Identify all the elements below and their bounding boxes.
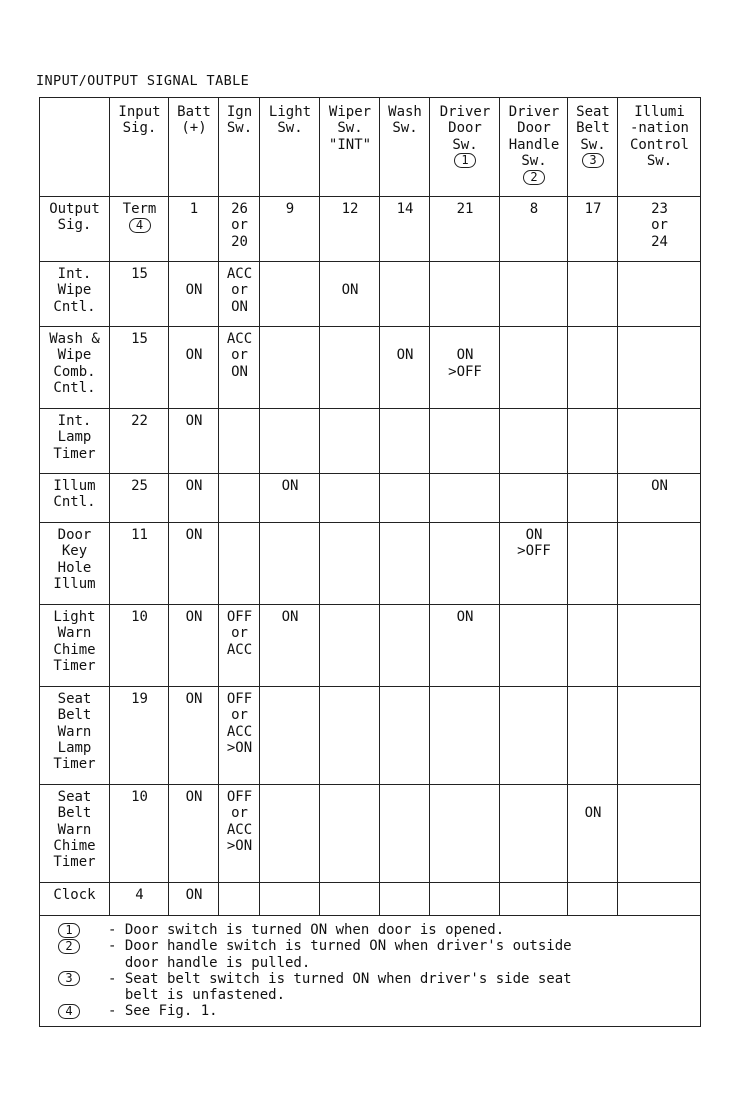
signal-cell	[430, 687, 500, 785]
column-header	[169, 98, 219, 197]
corner-cell	[40, 98, 110, 197]
signal-cell	[320, 409, 380, 474]
signal-cell	[169, 327, 219, 409]
column-header-label: Light Sw.	[268, 104, 312, 137]
signal-cell	[219, 409, 260, 474]
signal-cell	[430, 327, 500, 409]
signal-cell	[618, 262, 701, 327]
column-header-label: Illumi -nation Control Sw.	[629, 104, 689, 169]
signal-cell	[430, 474, 500, 523]
signal-cell	[618, 605, 701, 687]
terminal-number-text: 23 or 24	[651, 201, 668, 250]
signal-cell	[320, 605, 380, 687]
signal-cell	[430, 409, 500, 474]
footnote-marker-wrap	[58, 922, 108, 938]
terminal-number-text: 8	[529, 201, 539, 217]
signal-state: ON	[185, 609, 203, 625]
column-header-label: Wash Sw.	[388, 104, 422, 137]
signal-state: ON	[185, 887, 203, 903]
signal-cell	[380, 785, 430, 883]
signal-cell	[430, 883, 500, 916]
signal-cell	[380, 605, 430, 687]
input-terminal-text: 15	[131, 266, 148, 282]
row-label-text: Seat Belt Warn Chime Timer	[53, 789, 96, 871]
terminal-number	[219, 197, 260, 262]
input-terminal	[110, 883, 169, 916]
input-terminal-text: 10	[131, 789, 148, 805]
signal-state: ON	[185, 413, 203, 429]
input-terminal	[110, 474, 169, 523]
row-label-text: Int. Wipe Cntl.	[53, 266, 96, 315]
note-marker: 4	[129, 218, 151, 233]
terminal-number-text: 26 or 20	[231, 201, 248, 250]
input-terminal	[110, 687, 169, 785]
signal-cell	[169, 785, 219, 883]
signal-table	[39, 97, 701, 1027]
signal-cell	[219, 474, 260, 523]
signal-cell	[169, 409, 219, 474]
column-header	[568, 98, 618, 197]
signal-state: ON	[281, 609, 299, 625]
signal-cell	[260, 327, 320, 409]
signal-cell	[219, 327, 260, 409]
signal-cell	[430, 605, 500, 687]
signal-cell	[169, 523, 219, 605]
column-header	[618, 98, 701, 197]
note-marker: 3	[582, 153, 604, 168]
signal-state: ON	[185, 789, 203, 805]
input-terminal-text: 10	[131, 609, 148, 625]
signal-cell	[430, 523, 500, 605]
footnote-text: - See Fig. 1.	[108, 1003, 218, 1020]
signal-cell	[219, 785, 260, 883]
input-terminal-text: 19	[131, 691, 148, 707]
footnote	[58, 971, 694, 1004]
signal-cell	[500, 605, 568, 687]
footnote	[58, 938, 694, 971]
note-marker: 3	[58, 971, 80, 986]
note-marker: 2	[58, 939, 80, 954]
signal-state: ON	[185, 478, 203, 494]
signal-cell	[618, 327, 701, 409]
column-header	[320, 98, 380, 197]
footnote-text: - Door switch is turned ON when door is opened.	[108, 922, 505, 938]
column-header	[110, 98, 169, 197]
column-header-label: Ign Sw.	[226, 104, 253, 137]
row-label	[40, 605, 110, 687]
terminal-number-text: 21	[456, 201, 474, 217]
signal-cell	[568, 262, 618, 327]
signal-state: ON >OFF	[517, 527, 551, 560]
signal-cell	[568, 785, 618, 883]
column-header-label: Seat Belt Sw.	[576, 104, 610, 153]
input-terminal	[110, 262, 169, 327]
table-row	[40, 883, 701, 916]
signal-cell	[260, 605, 320, 687]
column-header-label: Batt (+)	[177, 104, 211, 137]
footnote-text: - Door handle switch is turned ON when driver's outside door handle is pulled.	[108, 938, 572, 971]
input-terminal	[110, 605, 169, 687]
terminal-number-text: 14	[396, 201, 414, 217]
row-label-text: Clock	[53, 887, 96, 903]
column-header-label: Wiper Sw. "INT"	[328, 104, 372, 153]
row-label	[40, 785, 110, 883]
signal-cell	[320, 883, 380, 916]
term-cell	[110, 197, 169, 262]
column-header	[430, 98, 500, 197]
table-row	[40, 687, 701, 785]
signal-cell	[618, 883, 701, 916]
row-label	[40, 474, 110, 523]
terminal-number	[320, 197, 380, 262]
signal-cell	[169, 262, 219, 327]
table-row	[40, 474, 701, 523]
terminal-number	[500, 197, 568, 262]
row-label-text: Light Warn Chime Timer	[53, 609, 96, 674]
terminal-number	[618, 197, 701, 262]
row-label	[40, 409, 110, 474]
notes-cell	[40, 916, 701, 1027]
term-label: Term	[122, 201, 157, 217]
signal-cell	[169, 605, 219, 687]
signal-cell	[219, 262, 260, 327]
column-header-label: Driver Door Handle Sw.	[508, 104, 560, 169]
column-header	[219, 98, 260, 197]
signal-cell	[500, 883, 568, 916]
signal-state: ON	[185, 347, 203, 364]
signal-cell	[500, 785, 568, 883]
signal-cell	[568, 523, 618, 605]
input-terminal	[110, 327, 169, 409]
input-terminal	[110, 523, 169, 605]
terminal-number	[430, 197, 500, 262]
row-label	[40, 687, 110, 785]
terminal-number	[169, 197, 219, 262]
signal-cell	[260, 409, 320, 474]
table-title: INPUT/OUTPUT SIGNAL TABLE	[36, 73, 250, 89]
terminal-number	[260, 197, 320, 262]
signal-cell	[618, 687, 701, 785]
footnote-text: - Seat belt switch is turned ON when driver's side seat belt is unfastened.	[108, 970, 572, 1004]
signal-cell	[320, 327, 380, 409]
footnote	[58, 922, 694, 938]
signal-state: OFF or ACC >ON	[226, 691, 253, 756]
signal-cell	[568, 883, 618, 916]
table-row	[40, 605, 701, 687]
signal-state: ON	[584, 805, 602, 822]
signal-cell	[618, 409, 701, 474]
signal-cell	[380, 883, 430, 916]
signal-state: ON	[456, 609, 474, 625]
signal-cell	[219, 687, 260, 785]
input-terminal-text: 15	[131, 331, 148, 347]
signal-cell	[430, 262, 500, 327]
signal-cell	[219, 605, 260, 687]
signal-cell	[169, 883, 219, 916]
footnote-marker-wrap	[58, 938, 108, 971]
footnote-marker-wrap	[58, 1003, 108, 1019]
terminal-number-text: 12	[341, 201, 359, 217]
signal-cell	[568, 687, 618, 785]
signal-state: ON	[341, 282, 359, 299]
signal-cell	[219, 523, 260, 605]
signal-state: ON >OFF	[448, 347, 482, 380]
output-row	[40, 197, 701, 262]
signal-cell	[380, 409, 430, 474]
note-marker: 2	[523, 170, 545, 185]
terminal-number-text: 9	[285, 201, 295, 217]
row-label-text: Output Sig.	[49, 201, 100, 234]
signal-cell	[618, 785, 701, 883]
note-marker: 1	[58, 923, 80, 938]
signal-cell	[380, 262, 430, 327]
signal-cell	[260, 687, 320, 785]
row-label	[40, 523, 110, 605]
signal-cell	[618, 523, 701, 605]
signal-cell	[320, 785, 380, 883]
row-label-text: Int. Lamp Timer	[53, 413, 96, 462]
signal-state: ON	[185, 691, 203, 707]
signal-cell	[169, 474, 219, 523]
signal-cell	[500, 327, 568, 409]
terminal-number	[568, 197, 618, 262]
signal-cell	[568, 409, 618, 474]
input-terminal-text: 4	[135, 887, 144, 903]
table-row	[40, 523, 701, 605]
row-label-text: Seat Belt Warn Lamp Timer	[53, 691, 96, 773]
signal-state: ACC or ON	[226, 331, 253, 380]
note-marker: 1	[454, 153, 476, 168]
terminal-number	[380, 197, 430, 262]
header-row	[40, 98, 701, 197]
signal-cell	[169, 687, 219, 785]
signal-cell	[568, 605, 618, 687]
signal-cell	[320, 474, 380, 523]
row-label-text: Illum Cntl.	[53, 478, 96, 511]
signal-cell	[500, 262, 568, 327]
signal-cell	[380, 523, 430, 605]
table-row	[40, 262, 701, 327]
signal-state: ON	[185, 282, 203, 299]
signal-state: ON	[651, 478, 668, 494]
signal-cell	[568, 474, 618, 523]
signal-cell	[500, 687, 568, 785]
row-label-text: Door Key Hole Illum	[53, 527, 96, 592]
signal-cell	[380, 327, 430, 409]
signal-cell	[380, 687, 430, 785]
signal-cell	[219, 883, 260, 916]
signal-cell	[500, 523, 568, 605]
column-header-label: Driver Door Sw.	[439, 104, 491, 153]
signal-cell	[380, 474, 430, 523]
row-label-text: Wash & Wipe Comb. Cntl.	[49, 331, 100, 396]
signal-state: OFF or ACC	[226, 609, 253, 658]
row-label	[40, 883, 110, 916]
signal-cell	[260, 474, 320, 523]
signal-cell	[320, 523, 380, 605]
footnote	[58, 1003, 694, 1019]
row-label	[40, 197, 110, 262]
note-marker: 4	[58, 1004, 80, 1019]
signal-cell	[260, 785, 320, 883]
terminal-number-text: 17	[584, 201, 602, 217]
signal-state: OFF or ACC >ON	[226, 789, 253, 854]
signal-cell	[430, 785, 500, 883]
column-header	[380, 98, 430, 197]
signal-cell	[260, 883, 320, 916]
signal-cell	[500, 409, 568, 474]
signal-cell	[260, 262, 320, 327]
input-terminal-text: 22	[131, 413, 148, 429]
signal-cell	[618, 474, 701, 523]
notes-row	[40, 916, 701, 1027]
signal-cell	[568, 327, 618, 409]
signal-state: ON	[185, 527, 203, 543]
table-row	[40, 327, 701, 409]
column-header	[260, 98, 320, 197]
column-header	[500, 98, 568, 197]
signal-cell	[320, 687, 380, 785]
signal-state: ACC or ON	[226, 266, 253, 315]
table-row	[40, 409, 701, 474]
row-label	[40, 262, 110, 327]
input-terminal-text: 11	[131, 527, 148, 543]
column-header-label: Input Sig.	[118, 104, 161, 137]
signal-state: ON	[396, 347, 414, 364]
row-label	[40, 327, 110, 409]
signal-cell	[320, 262, 380, 327]
footnote-marker-wrap	[58, 971, 108, 1004]
signal-cell	[260, 523, 320, 605]
signal-cell	[500, 474, 568, 523]
input-terminal	[110, 785, 169, 883]
input-terminal	[110, 409, 169, 474]
terminal-number-text: 1	[189, 201, 199, 217]
table-row	[40, 785, 701, 883]
input-terminal-text: 25	[131, 478, 148, 494]
signal-state: ON	[281, 478, 299, 494]
